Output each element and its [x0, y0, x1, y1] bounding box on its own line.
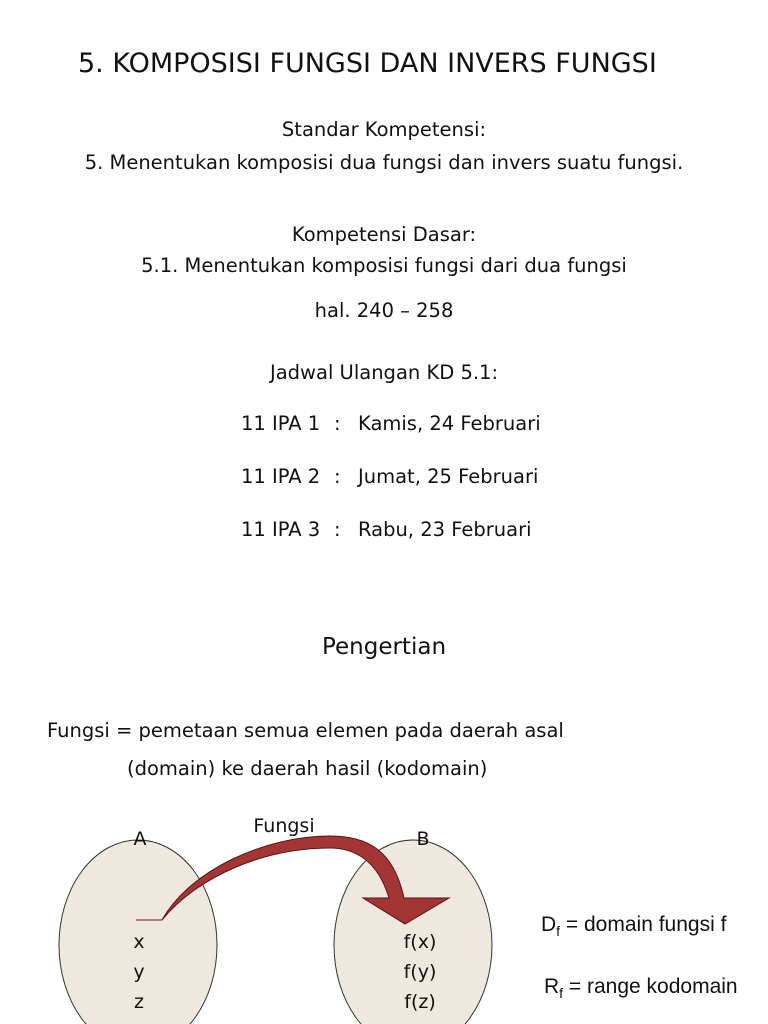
schedule-separator: : — [334, 465, 341, 488]
schedule-date: Kamis, 24 Februari — [358, 412, 541, 435]
legend-symbol: D — [541, 913, 557, 936]
schedule-label: Jadwal Ulangan KD 5.1: — [269, 361, 499, 384]
standar-kompetensi-label: Standar Kompetensi: — [281, 118, 487, 141]
legend-text: = domain fungsi f — [560, 913, 727, 936]
legend-text: = range kodomain — [563, 975, 738, 998]
schedule-class: 11 IPA 2 — [241, 465, 321, 488]
legend-symbol: R — [544, 975, 560, 998]
page-reference: hal. 240 – 258 — [314, 299, 454, 322]
legend-subscript: f — [559, 985, 564, 1001]
schedule-separator: : — [334, 518, 341, 541]
legend-subscript: f — [556, 923, 561, 939]
codomain-element: f(z) — [404, 991, 436, 1013]
definition-line-1: Fungsi = pemetaan semua elemen pada daerah asal — [47, 719, 564, 742]
schedule-class: 11 IPA 1 — [241, 412, 321, 435]
set-b-label: B — [416, 828, 430, 850]
schedule-separator: : — [334, 412, 341, 435]
set-a-label: A — [133, 828, 147, 850]
legend-range — [544, 975, 738, 1001]
schedule-date: Jumat, 25 Februari — [358, 465, 539, 488]
kompetensi-dasar-label: Kompetensi Dasar: — [291, 223, 477, 246]
arrow-label: Fungsi — [253, 815, 315, 837]
domain-element: z — [134, 991, 144, 1013]
schedule-class: 11 IPA 3 — [241, 518, 321, 541]
domain-element: y — [133, 961, 145, 983]
domain-element: x — [133, 931, 145, 953]
kompetensi-dasar-text: 5.1. Menentukan komposisi fungsi dari dua fungsi — [141, 254, 627, 277]
codomain-element: f(x) — [403, 931, 437, 953]
codomain-element: f(y) — [403, 961, 437, 983]
schedule-date: Rabu, 23 Februari — [358, 518, 532, 541]
section-heading: Pengertian — [321, 634, 447, 660]
page-title: 5. KOMPOSISI FUNGSI DAN INVERS FUNGSI — [78, 48, 657, 79]
standar-kompetensi-text: 5. Menentukan komposisi dua fungsi dan invers suatu fungsi. — [84, 151, 684, 174]
definition-line-2: (domain) ke daerah hasil (kodomain) — [127, 757, 488, 780]
legend-domain — [541, 913, 726, 939]
